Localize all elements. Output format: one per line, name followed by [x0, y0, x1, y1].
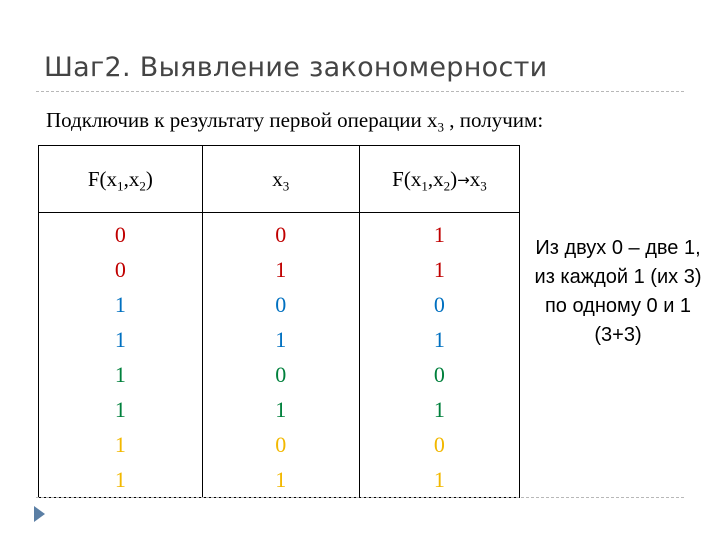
table-cell: 1 — [359, 322, 519, 357]
table-cell: 1 — [359, 252, 519, 287]
table-cell: 0 — [39, 252, 203, 287]
table-row — [39, 357, 520, 392]
table-cell: 1 — [39, 427, 203, 462]
table-cell: 0 — [39, 213, 203, 253]
table-cell: 1 — [39, 357, 203, 392]
title-divider — [36, 91, 684, 92]
table-row — [39, 427, 520, 462]
table-cell: 1 — [39, 392, 203, 427]
table-cell: 1 — [359, 462, 519, 498]
table-cell: 0 — [202, 357, 359, 392]
table-header-row — [39, 146, 520, 213]
table-cell: 0 — [202, 287, 359, 322]
table-cell: 0 — [202, 427, 359, 462]
header-f: $F(x_1,x_2)$ — [39, 146, 203, 213]
table-cell: 0 — [359, 287, 519, 322]
slide-subtitle — [46, 108, 543, 133]
table-row — [39, 213, 520, 253]
slide-title: Шаг2. Выявление закономерности — [44, 52, 548, 83]
table-row — [39, 462, 520, 498]
table-cell: 1 — [39, 462, 203, 498]
table-cell: 0 — [202, 213, 359, 253]
table-cell: 1 — [359, 213, 519, 253]
subtitle-text: Подключив к результату первой операции x — [46, 108, 438, 132]
table-cell: 1 — [202, 322, 359, 357]
truth-table — [38, 145, 520, 498]
subtitle-subscript: 3 — [437, 119, 445, 135]
explanation-note: Из двух 0 – две 1, из каждой 1 (их 3) по одному 0 и 1 (3+3) — [534, 237, 702, 346]
triangle-bullet-icon — [34, 506, 45, 522]
table-row — [39, 322, 520, 357]
table-cell: 0 — [359, 357, 519, 392]
table-row — [39, 252, 520, 287]
table-cell: 0 — [359, 427, 519, 462]
subtitle-end: , получим: — [444, 108, 544, 132]
table-cell: 1 — [39, 322, 203, 357]
table-row — [39, 287, 520, 322]
header-f-implies-x3: $F(x_1,x_2)\to x_3$ — [359, 146, 519, 213]
footer-divider — [36, 497, 684, 498]
implication-arrow-icon: → — [457, 170, 470, 189]
table-row — [39, 392, 520, 427]
table-cell: 1 — [202, 392, 359, 427]
header-x3: $x_3$ — [202, 146, 359, 213]
table-cell: 1 — [202, 462, 359, 498]
table-cell: 1 — [39, 287, 203, 322]
table-cell: 1 — [202, 252, 359, 287]
table-cell: 1 — [359, 392, 519, 427]
